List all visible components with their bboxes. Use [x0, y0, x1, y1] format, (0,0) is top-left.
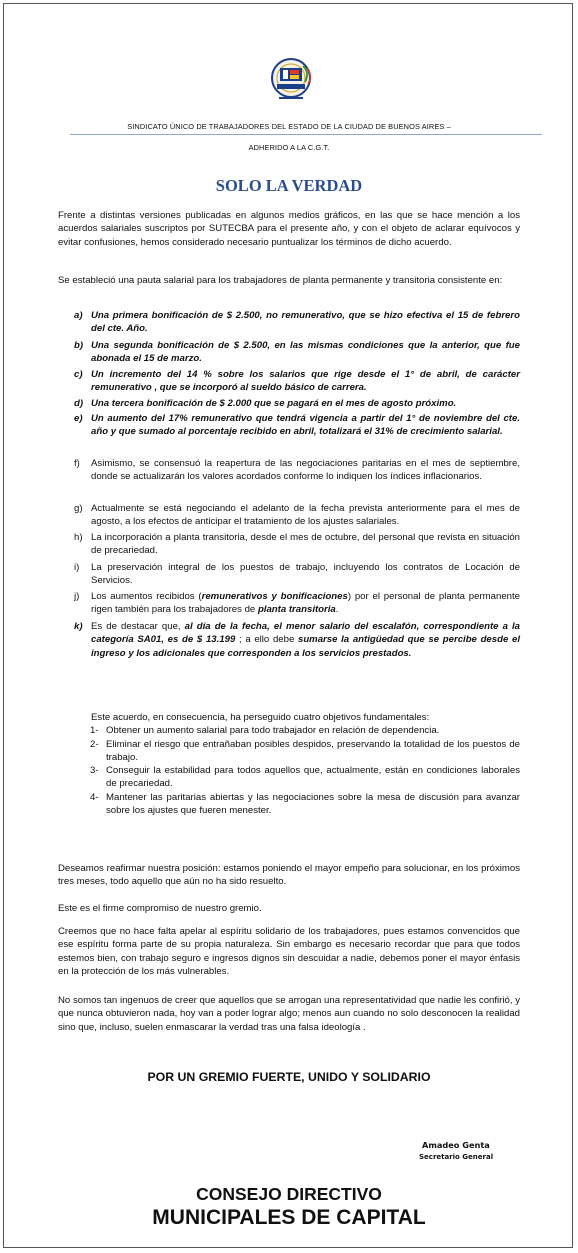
- item-e-text: Un aumento del 17% remunerativo que tendrá vigencia a partir del 1° de noviembre del cte. año y que sumado al porcentaje recibido en abril, totalizará el 31% de crecimiento salarial.: [91, 413, 520, 438]
- item-j-text-1: Los aumentos recibidos (: [91, 591, 202, 602]
- item-j-text-4: planta transitoria: [257, 604, 336, 616]
- item-i: [58, 561, 520, 588]
- objective-item: [58, 738, 520, 765]
- closing-paragraph-1: Deseamos reafirmar nuestra posición: estamos poniendo el mayor empeño para solucionar, en los próximos tres meses, todo aquello que aún no ha sido resuelto.: [58, 863, 520, 888]
- document-title: SOLO LA VERDAD: [215, 176, 363, 195]
- closing-paragraph-2: Este es el firme compromiso de nuestro gremio.: [58, 903, 262, 914]
- item-i-text: La preservación integral de los puestos de trabajo, incluyendo los contratos de Locación de Servicios.: [91, 562, 520, 587]
- objective-label: 1-: [90, 725, 99, 737]
- intro-paragraph-2: Se estableció una pauta salarial para los trabajadores de planta permanente y transitoria consistente en:: [58, 275, 503, 286]
- objectives-section: [58, 711, 520, 817]
- item-d-text: Una tercera bonificación de $ 2.000 que se pagará en el mes de agosto próximo.: [91, 398, 457, 409]
- objective-item: [58, 764, 520, 791]
- item-j-label: j): [74, 591, 80, 602]
- sutecba-logo: [264, 56, 318, 104]
- item-f: [58, 457, 520, 484]
- item-j-text-5: .: [335, 604, 339, 616]
- objective-text: Eliminar el riesgo que entrañaban posibles despidos, preservando la totalidad de los puestos de trabajo.: [106, 738, 520, 763]
- item-j: [58, 590, 520, 617]
- item-h-text: La incorporación a planta transitoria, desde el mes de octubre, del personal que revista en situación de precariedad.: [91, 532, 520, 557]
- header-divider: [70, 134, 542, 135]
- item-d-label: d): [74, 398, 84, 409]
- item-k-text-2: al día de la fecha, el menor salario del escalafón, correspondiente a la categoría SA01, es de $ 13.199: [91, 621, 520, 646]
- objective-item: [58, 791, 520, 818]
- footer-council: CONSEJO DIRECTIVO: [196, 1184, 382, 1204]
- affiliation-line: ADHERIDO A LA C.G.T.: [248, 143, 330, 152]
- objective-label: 2-: [90, 738, 99, 750]
- item-g-text: Actualmente se está negociando el adelanto de la fecha prevista anteriormente para el mes de agosto, a los efectos de anticipar el tratamiento de los ajustes salariales.: [91, 503, 520, 528]
- item-e: [58, 412, 520, 439]
- item-g-label: g): [74, 503, 83, 514]
- agreement-intro: Este acuerdo, en consecuencia, ha perseguido cuatro objetivos fundamentales:: [91, 712, 430, 723]
- item-g: [58, 502, 520, 529]
- item-h: [58, 531, 520, 558]
- objective-item: [58, 724, 520, 737]
- objective-text: Obtener un aumento salarial para todo trabajador en relación de dependencia.: [106, 725, 440, 737]
- item-c-label: c): [74, 369, 83, 380]
- item-c-text: Un incremento del 14 % sobre los salarios que rige desde el 1° de abril, de carácter remunerativo , que se incorporó al sueldo básico de carrera.: [91, 369, 520, 394]
- item-k: [58, 620, 520, 660]
- item-b: [58, 339, 520, 366]
- objective-text: Mantener las paritarias abiertas y las negociaciones sobre la mesa de discusión para avanzar sobre los ajustes que fueren menester.: [106, 791, 520, 817]
- objective-label: 4-: [90, 791, 99, 803]
- item-a-text: Una primera bonificación de $ 2.500, no remunerativo, que se hizo efectiva el 15 de febrero del cte. Año.: [91, 310, 520, 335]
- item-b-text: Una segunda bonificación de $ 2.500, en las mismas condiciones que la anterior, que fue abonada el 15 de marzo.: [91, 340, 520, 365]
- item-k-text-4: sumarse la antigüedad que se percibe desde el ingreso y los adicionales que corresponden a los servicios prestados.: [91, 634, 520, 659]
- item-a: [58, 309, 520, 336]
- item-e-label: e): [74, 413, 83, 424]
- closing-paragraph-3: Creemos que no hace falta apelar al espíritu solidario de los trabajadores, pues estamos convencidos que ese espíritu forma parte de su propia naturaleza. Sin embargo es necesario recordar que para que todos estemos bien, con trabajo seguro e ingresos dignos sin descuidar a nadie, debemos poner el mayor énfasis en la protección de los más vulnerables.: [58, 926, 520, 977]
- union-name: SINDICATO ÚNICO DE TRABAJADORES DEL ESTADO DE LA CIUDAD DE BUENOS AIRES –: [127, 122, 451, 131]
- item-i-label: i): [74, 562, 80, 573]
- item-j-text-2: remunerativos y bonificaciones: [201, 591, 348, 602]
- closing-paragraph-4: No somos tan ingenuos de creer que aquellos que se arrogan una representatividad que nadie les confirió, y que nunca obtuvieron nada, hoy van a poder lograr algo; menos aun cuando no solo desconocen la realidad sino que, incluso, suelen enmascarar la verdad tras una falsa ideología .: [58, 995, 520, 1033]
- signatory-name: Amadeo Genta: [422, 1140, 490, 1150]
- item-a-label: a): [74, 310, 83, 321]
- item-j-text-3: ) por el personal de planta permanente rigen también para los trabajadores de: [91, 591, 521, 616]
- item-h-label: h): [74, 532, 83, 543]
- objective-text: Conseguir la estabilidad para todos aquellos que, actualmente, están en condiciones laborales de precariedad.: [106, 765, 520, 790]
- intro-paragraph-1: Frente a distintas versiones publicadas en algunos medios gráficos, en las que se hace mención a los acuerdos salariales suscriptos por SUTECBA para el presente año, y con el objeto de aclarar equívocos y evitar confusiones, hemos considerado necesario puntualizar los términos de dicho acuerdo.: [58, 210, 520, 248]
- item-k-text-3: ; a ello debe: [235, 634, 298, 646]
- item-k-text-1: Es de destacar que,: [91, 621, 185, 632]
- item-k-label: k): [74, 621, 83, 632]
- item-f-text: Asimismo, se consensuó la reapertura de las negociaciones paritarias en el mes de septiembre, donde se actualizarán los valores acordados conforme lo indiquen los índices inflacionarios.: [91, 458, 520, 483]
- item-f-label: f): [74, 458, 80, 469]
- objective-label: 3-: [90, 765, 99, 777]
- item-b-label: b): [74, 340, 84, 351]
- slogan: POR UN GREMIO FUERTE, UNIDO Y SOLIDARIO: [147, 1070, 431, 1084]
- item-c: [58, 368, 520, 395]
- signatory-role: Secretario General: [419, 1153, 494, 1161]
- item-d: [58, 397, 520, 410]
- footer-municipales: MUNICIPALES DE CAPITAL: [152, 1206, 426, 1229]
